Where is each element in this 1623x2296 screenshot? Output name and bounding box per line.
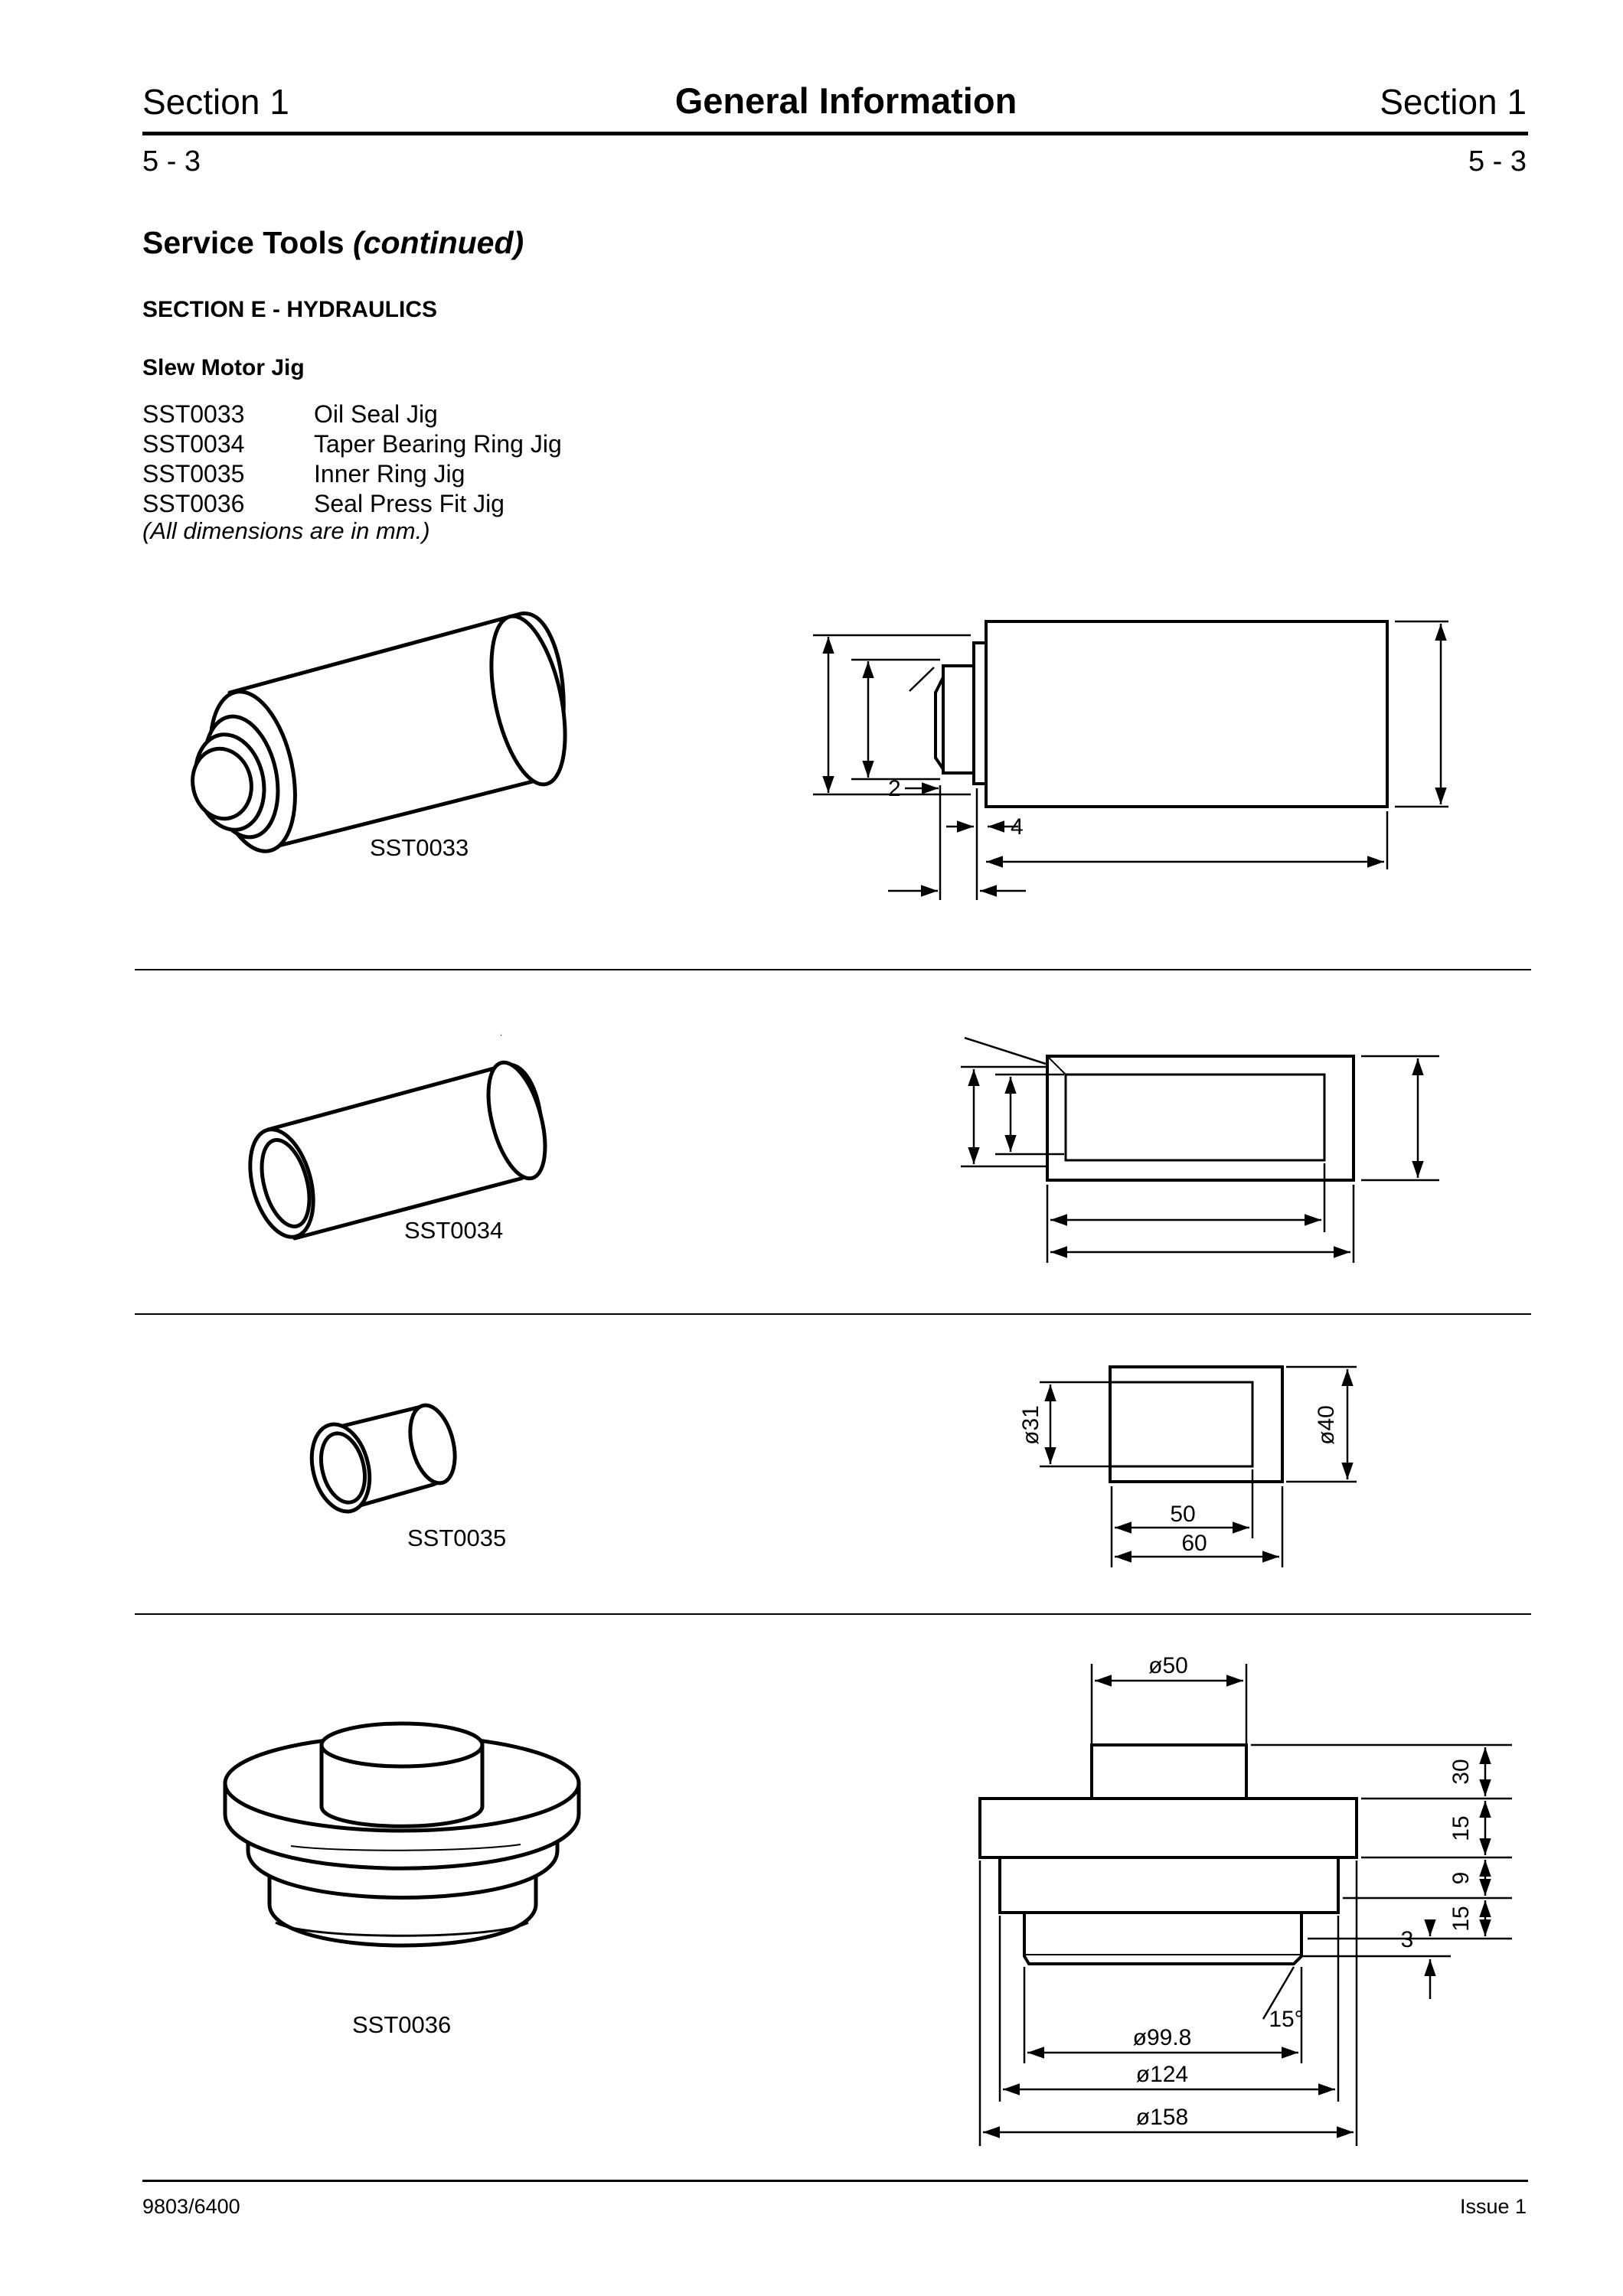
sst0035-dim-60: 60 [1181, 1531, 1207, 1556]
header-section-left: Section 1 [142, 82, 289, 122]
tool-name: Oil Seal Jig [314, 400, 438, 428]
sst0035-isometric-drawing [303, 1401, 462, 1518]
tool-code: SST0035 [142, 460, 245, 488]
footer-rule [142, 2180, 1528, 2182]
sst0035-dim-d40: ø40 [1314, 1405, 1339, 1445]
sst0036-dim-3: 3 [1400, 1927, 1414, 1952]
sst0033-dim-2: 2 [888, 776, 901, 801]
page-heading-continued: (continued) [352, 225, 524, 260]
header-section-right: Section 1 [1380, 82, 1527, 122]
sst0033-side-view [936, 621, 1387, 807]
sst0036-dim-9: 9 [1448, 1871, 1474, 1885]
footer-issue: Issue 1 [1459, 2195, 1527, 2218]
sst0033-dim-4: 4 [1011, 814, 1024, 840]
sst0033-isometric-drawing [186, 610, 578, 859]
sst0035-dim-d31: ø31 [1018, 1405, 1043, 1445]
sst0036-dim-d158: ø158 [1135, 2105, 1189, 2130]
figure-caption-sst0033: SST0033 [370, 834, 469, 861]
dimensions-note: (All dimensions are in mm.) [142, 517, 430, 544]
sst0034-isometric-drawing [240, 1056, 556, 1244]
sst0036-dim-d124: ø124 [1135, 2062, 1189, 2087]
sst0036-dim-30: 30 [1448, 1759, 1474, 1785]
section-heading: SECTION E - HYDRAULICS [142, 297, 438, 322]
tool-code: SST0034 [142, 430, 245, 458]
sst0036-dim-d99-8: ø99.8 [1132, 2025, 1192, 2050]
sst0036-isometric-drawing [225, 1724, 579, 1945]
page-number-left: 5 - 3 [142, 145, 201, 178]
page-heading-main: Service Tools [142, 225, 345, 260]
tool-name: Taper Bearing Ring Jig [314, 430, 562, 458]
figure-caption-sst0036: SST0036 [352, 2011, 452, 2038]
sst0035-dim-50: 50 [1170, 1502, 1196, 1527]
footer-doc-number: 9803/6400 [142, 2195, 240, 2218]
sst0036-dimension-lines [980, 1664, 1512, 2146]
subheading: Slew Motor Jig [142, 355, 305, 380]
sst0035-side-view [1110, 1367, 1282, 1482]
tool-name: Seal Press Fit Jig [314, 490, 505, 517]
page-number-right: 5 - 3 [1468, 145, 1527, 178]
figure-caption-sst0034: SST0034 [404, 1217, 504, 1244]
sst0036-dim-15-upper: 15 [1448, 1815, 1474, 1841]
sst0036-dim-d50: ø50 [1148, 1653, 1188, 1678]
header-title: General Information [674, 80, 1017, 121]
figure-caption-sst0035: SST0035 [407, 1525, 507, 1551]
tool-name: Inner Ring Jig [314, 460, 465, 488]
sst0034-side-view [1047, 1056, 1354, 1180]
sst0036-dim-15-lower: 15 [1448, 1906, 1474, 1932]
tool-code: SST0033 [142, 400, 245, 428]
sst0036-side-view [980, 1745, 1357, 1964]
sst0036-dim-angle: 15° [1269, 2007, 1304, 2032]
sst0033-dimension-lines [813, 621, 1448, 900]
sst0034-dimension-lines [961, 1038, 1439, 1263]
tool-code: SST0036 [142, 490, 245, 517]
